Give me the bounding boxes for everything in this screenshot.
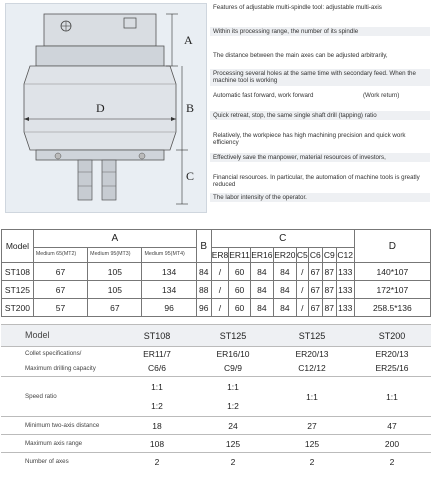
c-sub-header: C12 xyxy=(336,248,354,263)
a-cell: 67 xyxy=(33,263,87,281)
axes-count-cell: 2 xyxy=(353,453,431,471)
model-cell: ST200 xyxy=(2,299,34,317)
c-sub-header: ER20 xyxy=(273,248,296,263)
c-header: C xyxy=(211,230,354,248)
feature-item: (Work return) xyxy=(363,92,400,99)
a-cell: 67 xyxy=(33,281,87,299)
tool-drawing xyxy=(5,3,207,213)
a-cell: 134 xyxy=(142,281,196,299)
model-cell: ST200 xyxy=(353,325,431,347)
c-cell: 67 xyxy=(308,299,322,317)
c-cell: 84 xyxy=(250,299,273,317)
drill-cell: C6/6 xyxy=(148,363,166,374)
b-cell: 96 xyxy=(196,299,211,317)
min-distance-cell: 24 xyxy=(195,417,271,435)
a-cell: 57 xyxy=(33,299,87,317)
max-range-cell: 108 xyxy=(119,435,195,453)
table-row xyxy=(1,325,431,347)
speed-cell: 1:1 xyxy=(271,377,353,417)
feature-item: Within its processing range, the number of its spindle xyxy=(210,27,430,36)
c-cell: 133 xyxy=(336,281,354,299)
a-cell: 67 xyxy=(88,299,142,317)
dim-a-label: A xyxy=(184,33,193,47)
model-cell: ST125 xyxy=(195,325,271,347)
b-cell: 88 xyxy=(196,281,211,299)
max-range-label: Maximum axis range xyxy=(1,435,119,453)
speed-cell: 1:2 xyxy=(151,401,163,412)
drill-cell: ER25/16 xyxy=(375,363,409,374)
c-sub-header: C5 xyxy=(296,248,308,263)
c-cell: / xyxy=(296,281,308,299)
collet-cell: ER20/13 xyxy=(271,347,353,361)
feature-item: Features of adjustable multi-spindle tool: adjustable multi-axis xyxy=(213,4,382,11)
table-row xyxy=(1,435,431,453)
speed-label: Speed ratio xyxy=(1,377,119,417)
table-row xyxy=(1,453,431,471)
speed-cell: 1:1 xyxy=(195,377,271,397)
speed-cell: 1:1 xyxy=(353,377,431,417)
model-cell: ST125 xyxy=(271,325,353,347)
c-cell: 87 xyxy=(322,263,336,281)
a-header: A xyxy=(33,230,196,248)
feature-item: Financial resources. In particular, the automation of machine tools is greatly reduced xyxy=(213,174,420,189)
table-row xyxy=(1,347,431,361)
a-sub-header: Medium 95(MT4) xyxy=(142,248,196,263)
c-cell: 67 xyxy=(308,263,322,281)
max-range-cell: 200 xyxy=(353,435,431,453)
c-cell: 84 xyxy=(273,299,296,317)
c-cell: 60 xyxy=(229,299,251,317)
axes-count-label: Number of axes xyxy=(1,453,119,471)
model-cell: ST108 xyxy=(2,263,34,281)
collet-label: Collet specifications/ xyxy=(1,347,119,361)
a-sub-header: Medium 95(MT3) xyxy=(88,248,142,263)
d-cell: 140*107 xyxy=(354,263,430,281)
speed-cell: 1:1 xyxy=(119,377,195,397)
collet-cell: ER11/7 xyxy=(119,347,195,361)
c-cell: 60 xyxy=(229,263,251,281)
b-cell: 84 xyxy=(196,263,211,281)
feature-item: The distance between the main axes can be adjusted arbitrarily, xyxy=(213,52,388,59)
table-row xyxy=(1,361,431,377)
table-row xyxy=(2,281,431,299)
max-range-cell: 125 xyxy=(195,435,271,453)
c-sub-header: C9 xyxy=(322,248,336,263)
table-row xyxy=(1,377,431,397)
c-cell: 87 xyxy=(322,299,336,317)
dimension-table xyxy=(1,229,431,317)
table-row xyxy=(2,263,431,281)
c-cell: 84 xyxy=(250,263,273,281)
c-cell: 133 xyxy=(336,299,354,317)
collet-cell: ER16/10 xyxy=(195,347,271,361)
drill-cell: C12/12 xyxy=(298,363,326,374)
speed-cell: 1:2 xyxy=(227,401,239,412)
c-cell: 84 xyxy=(273,263,296,281)
collet-cell: ER20/13 xyxy=(353,347,431,361)
min-distance-cell: 47 xyxy=(353,417,431,435)
c-sub-header: ER8 xyxy=(211,248,229,263)
c-cell: 84 xyxy=(250,281,273,299)
c-cell: 87 xyxy=(322,281,336,299)
drill-label: Maximum drilling capacity xyxy=(25,364,96,372)
c-cell: 133 xyxy=(336,263,354,281)
axes-count-cell: 2 xyxy=(271,453,353,471)
c-sub-header: ER11 xyxy=(229,248,251,263)
model-header: Model xyxy=(2,230,34,263)
d-header: D xyxy=(354,230,430,263)
min-distance-label: Minimum two-axis distance xyxy=(1,417,119,435)
a-cell: 96 xyxy=(142,299,196,317)
c-cell: / xyxy=(296,299,308,317)
axes-count-cell: 2 xyxy=(119,453,195,471)
c-cell: 84 xyxy=(273,281,296,299)
axes-count-cell: 2 xyxy=(195,453,271,471)
feature-list xyxy=(210,3,430,225)
c-cell: / xyxy=(211,299,229,317)
b-header: B xyxy=(196,230,211,263)
max-range-cell: 125 xyxy=(271,435,353,453)
feature-item: Relatively, the workpiece has high machining precision and quick work efficiency xyxy=(213,132,406,147)
feature-item: The labor intensity of the operator. xyxy=(210,193,430,202)
min-distance-cell: 27 xyxy=(271,417,353,435)
a-sub-header: Medium 65(MT2) xyxy=(33,248,87,263)
min-distance-cell: 18 xyxy=(119,417,195,435)
dim-c-label: C xyxy=(186,169,195,183)
spindle-head-diagram xyxy=(6,4,208,214)
dim-d-label: D xyxy=(96,101,105,115)
c-cell: 60 xyxy=(229,281,251,299)
model-label: Model xyxy=(1,325,119,347)
d-cell: 258.5*136 xyxy=(354,299,430,317)
drill-cell: C9/9 xyxy=(224,363,242,374)
d-cell: 172*107 xyxy=(354,281,430,299)
c-cell: / xyxy=(211,263,229,281)
model-cell: ST108 xyxy=(119,325,195,347)
table-row xyxy=(2,299,431,317)
table-row xyxy=(1,417,431,435)
spec-table xyxy=(1,324,431,471)
feature-item: Effectively save the manpower, material resources of investors, xyxy=(210,153,430,162)
c-sub-header: ER16 xyxy=(250,248,273,263)
c-sub-header: C6 xyxy=(308,248,322,263)
a-cell: 105 xyxy=(88,281,142,299)
dim-b-label: B xyxy=(186,101,195,115)
feature-item: Automatic fast forward, work forward xyxy=(213,92,314,99)
a-cell: 105 xyxy=(88,263,142,281)
feature-item: Processing several holes at the same time with secondary feed. When the machine tool is working xyxy=(210,69,430,86)
a-cell: 134 xyxy=(142,263,196,281)
model-cell: ST125 xyxy=(2,281,34,299)
c-cell: / xyxy=(211,281,229,299)
c-cell: / xyxy=(296,263,308,281)
c-cell: 67 xyxy=(308,281,322,299)
feature-item: Quick retreat, stop, the same single shaft drill (tapping) ratio xyxy=(210,111,430,120)
